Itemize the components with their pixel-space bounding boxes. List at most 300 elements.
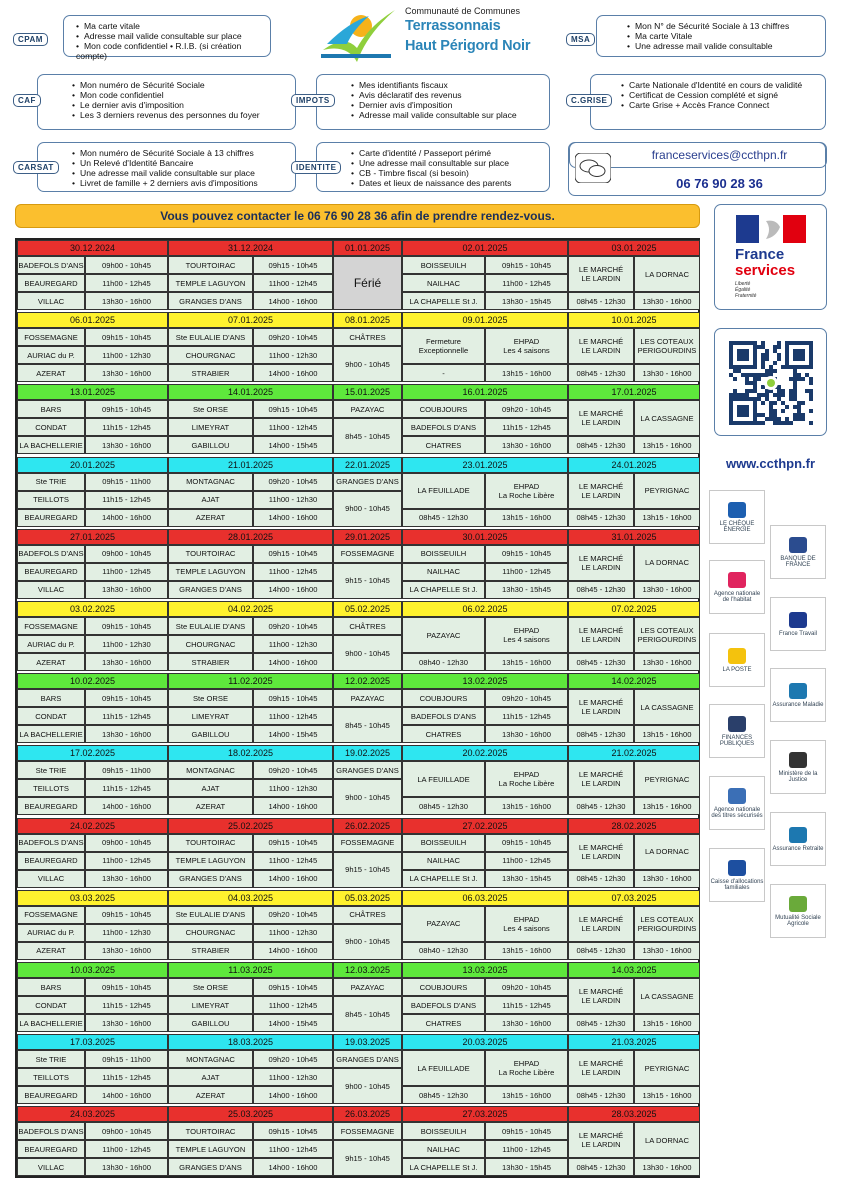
info-box-impots <box>316 74 550 130</box>
day-header: 17.03.2025 <box>17 1034 168 1050</box>
time-cell: 09h00 - 10h45 <box>85 256 168 274</box>
closed-cell: Fermeture Exceptionnelle <box>402 328 485 364</box>
fs-word2: services <box>735 262 796 279</box>
info-tag: IDENTITE <box>291 161 341 174</box>
time-cell: 09h15 - 10h45 <box>485 1122 568 1140</box>
partner-name: Agence nationale de l'habitat <box>713 590 761 603</box>
day-header: 07.01.2025 <box>168 312 333 328</box>
location-cell: PAZAYAC <box>402 906 485 942</box>
day-header: 18.03.2025 <box>168 1034 333 1050</box>
contact-phone[interactable]: 06 76 90 28 36 <box>676 176 763 191</box>
day-header: 15.01.2025 <box>333 384 402 400</box>
partner-emblem-icon <box>789 827 807 843</box>
location-cell: LA FEUILLADE <box>402 473 485 509</box>
website-link[interactable]: www.ccthpn.fr <box>725 456 816 471</box>
time-cell: 13h30 - 16h00 <box>85 292 168 310</box>
location-cell: TEMPLE LAGUYON <box>168 563 253 581</box>
time-cell: 11h00 - 12h30 <box>253 346 333 364</box>
time-cell: 09h20 - 10h45 <box>253 473 333 491</box>
info-box-carsat <box>37 142 296 192</box>
location-cell: BOISSEUILH <box>402 256 485 274</box>
location-cell: LE MARCHÉ LE LARDIN <box>568 256 634 292</box>
time-cell: 13h15 - 16h00 <box>485 653 568 671</box>
location-cell: LE MARCHÉ LE LARDIN <box>568 400 634 436</box>
location-cell: MONTAGNAC <box>168 1050 253 1068</box>
time-cell: 09h20 - 10h45 <box>253 617 333 635</box>
location-cell: TOURTOIRAC <box>168 834 253 852</box>
time-cell: 08h45 - 12h30 <box>568 1158 634 1176</box>
location-cell: LE MARCHÉ LE LARDIN <box>568 1050 634 1086</box>
location-cell: STRABIER <box>168 653 253 671</box>
day-header: 05.02.2025 <box>333 601 402 617</box>
qr-code-icon[interactable] <box>729 341 813 425</box>
location-cell: LA BACHELLERIE <box>17 436 85 454</box>
location-cell: BADEFOLS D'ANS <box>17 545 85 563</box>
time-cell: 11h00 - 12h45 <box>253 996 333 1014</box>
location-cell: PEYRIGNAC <box>634 1050 700 1086</box>
time-cell: 11h15 - 12h45 <box>85 418 168 436</box>
partner-name: Ministère de la Justice <box>778 770 818 783</box>
location-cell: LA DORNAC <box>634 256 700 292</box>
time-cell: 11h00 - 12h30 <box>253 924 333 942</box>
location-cell: EHPAD Les 4 saisons <box>485 906 568 942</box>
time-cell: 14h00 - 16h00 <box>253 870 333 888</box>
location-cell: GABILLOU <box>168 725 253 743</box>
location-cell: VILLAC <box>17 292 85 310</box>
time-cell: 9h15 - 10h45 <box>333 563 402 599</box>
info-item: • Adresse mail valide consultable sur place <box>351 110 545 120</box>
leaf-logo-icon <box>317 4 399 64</box>
location-cell: LA CHAPELLE St J. <box>402 870 485 888</box>
location-cell: BOISSEUILH <box>402 1122 485 1140</box>
time-cell: 13h30 - 16h00 <box>85 653 168 671</box>
time-cell: 09h15 - 10h45 <box>485 256 568 274</box>
location-cell: EHPAD La Roche Libère <box>485 761 568 797</box>
info-tag: MSA <box>566 33 595 46</box>
location-cell: LIMEYRAT <box>168 418 253 436</box>
time-cell: 13h15 - 16h00 <box>634 797 700 815</box>
info-item: • Un Relevé d'Identité Bancaire <box>72 158 291 168</box>
time-cell: 11h15 - 12h45 <box>485 707 568 725</box>
time-cell: 8h45 - 10h45 <box>333 996 402 1032</box>
time-cell: 13h30 - 16h00 <box>485 436 568 454</box>
location-cell: LA DORNAC <box>634 834 700 870</box>
location-cell: LIMEYRAT <box>168 996 253 1014</box>
location-cell: GRANGES D'ANS <box>168 1158 253 1176</box>
time-cell: 08h45 - 12h30 <box>568 292 634 310</box>
contact-email[interactable]: franceservices@ccthpn.fr <box>651 148 788 162</box>
location-cell: Ste TRIE <box>17 473 85 491</box>
day-header: 26.02.2025 <box>333 818 402 834</box>
day-header: 06.01.2025 <box>17 312 168 328</box>
time-cell: 13h15 - 16h00 <box>634 436 700 454</box>
time-cell: 11h15 - 12h45 <box>485 418 568 436</box>
day-header: 05.03.2025 <box>333 890 402 906</box>
partner-logo <box>709 848 765 902</box>
time-cell: 09h15 - 10h45 <box>253 1122 333 1140</box>
location-cell: BADEFOLS D'ANS <box>17 834 85 852</box>
time-cell: 11h00 - 12h45 <box>253 274 333 292</box>
location-cell: TOURTOIRAC <box>168 1122 253 1140</box>
time-cell: 13h30 - 16h00 <box>85 581 168 599</box>
location-cell: AJAT <box>168 491 253 509</box>
time-cell: 13h15 - 16h00 <box>634 1086 700 1104</box>
time-cell: 13h15 - 16h00 <box>485 509 568 527</box>
time-cell: 11h00 - 12h45 <box>253 852 333 870</box>
location-cell: PAZAYAC <box>333 689 402 707</box>
location-cell: LE MARCHÉ LE LARDIN <box>568 834 634 870</box>
location-cell: TOURTOIRAC <box>168 256 253 274</box>
location-cell: COUBJOURS <box>402 400 485 418</box>
day-header: 28.02.2025 <box>568 818 700 834</box>
time-cell: 14h00 - 16h00 <box>253 364 333 382</box>
time-cell: 09h20 - 10h45 <box>485 400 568 418</box>
location-cell: LA FEUILLADE <box>402 1050 485 1086</box>
day-header: 13.02.2025 <box>402 673 568 689</box>
time-cell: 13h30 - 16h00 <box>634 1158 700 1176</box>
time-cell: 11h00 - 12h30 <box>85 924 168 942</box>
partner-name: Caisse d'allocations familiales <box>710 878 764 891</box>
partner-logo <box>770 597 826 651</box>
location-cell: BEAUREGARD <box>17 274 85 292</box>
info-item: • Dates et lieux de naissance des parents <box>351 178 545 188</box>
day-header: 10.03.2025 <box>17 962 168 978</box>
location-cell: TEILLOTS <box>17 1068 85 1086</box>
time-cell: 13h30 - 16h00 <box>85 364 168 382</box>
day-header: 26.03.2025 <box>333 1106 402 1122</box>
time-cell: 11h00 - 12h30 <box>253 1068 333 1086</box>
partner-logo <box>770 884 826 938</box>
time-cell: 11h00 - 12h45 <box>85 1140 168 1158</box>
location-cell: Ste ORSE <box>168 689 253 707</box>
info-item: • Une adresse mail consultable sur place <box>351 158 545 168</box>
time-cell: 08h45 - 12h30 <box>568 725 634 743</box>
time-cell: 09h15 - 10h45 <box>253 689 333 707</box>
partner-emblem-icon <box>728 502 746 518</box>
partner-name: France Travail <box>778 630 817 637</box>
time-cell: 13h30 - 16h00 <box>85 942 168 960</box>
partner-emblem-icon <box>728 572 746 588</box>
location-cell: LA FEUILLADE <box>402 761 485 797</box>
day-header: 13.03.2025 <box>402 962 568 978</box>
location-cell: LES COTEAUX PERIGOURDINS <box>634 906 700 942</box>
info-tag: CARSAT <box>13 161 59 174</box>
location-cell: BADEFOLS D'ANS <box>17 1122 85 1140</box>
time-cell: 8h45 - 10h45 <box>333 418 402 454</box>
info-item: • Mon numéro de Sécurité Sociale <box>72 80 291 90</box>
time-cell: 11h00 - 12h30 <box>253 491 333 509</box>
location-cell: GRANGES D'ANS <box>168 581 253 599</box>
location-cell: CONDAT <box>17 707 85 725</box>
location-cell: PEYRIGNAC <box>634 761 700 797</box>
time-cell: 08h40 - 12h30 <box>402 653 485 671</box>
location-cell: BADEFOLS D'ANS <box>402 707 485 725</box>
partner-emblem-icon <box>789 752 807 768</box>
appointment-banner: Vous pouvez contacter le 06 76 90 28 36 afin de prendre rendez-vous. <box>15 204 700 228</box>
info-item: • Carte Nationale d'Identité en cours de validité <box>621 80 821 90</box>
day-header: 31.12.2024 <box>168 240 333 256</box>
time-cell: 14h00 - 16h00 <box>253 509 333 527</box>
day-header: 07.03.2025 <box>568 890 700 906</box>
time-cell: 13h30 - 16h00 <box>634 292 700 310</box>
location-cell: Ste EULALIE D'ANS <box>168 906 253 924</box>
time-cell: 09h15 - 10h45 <box>85 978 168 996</box>
time-cell: 13h30 - 15h45 <box>485 870 568 888</box>
day-header: 12.03.2025 <box>333 962 402 978</box>
time-cell: 08h45 - 12h30 <box>568 1014 634 1032</box>
day-header: 03.03.2025 <box>17 890 168 906</box>
day-header: 21.01.2025 <box>168 457 333 473</box>
location-cell: FOSSEMAGNE <box>333 545 402 563</box>
location-cell: EHPAD La Roche Libère <box>485 1050 568 1086</box>
time-cell: 11h00 - 12h45 <box>253 563 333 581</box>
location-cell: BOISSEUILH <box>402 834 485 852</box>
time-cell: 14h00 - 16h00 <box>253 1158 333 1176</box>
location-cell: BADEFOLS D'ANS <box>402 996 485 1014</box>
partner-emblem-icon <box>728 788 746 804</box>
partner-logo <box>709 776 765 830</box>
day-header: 28.03.2025 <box>568 1106 700 1122</box>
partner-emblem-icon <box>728 648 746 664</box>
location-cell: AJAT <box>168 779 253 797</box>
info-tag: C.GRISE <box>566 94 612 107</box>
location-cell: LA CASSAGNE <box>634 978 700 1014</box>
time-cell: 13h30 - 15h45 <box>485 1158 568 1176</box>
location-cell: NAILHAC <box>402 563 485 581</box>
location-cell: FOSSEMAGNE <box>17 906 85 924</box>
time-cell: 09h15 - 10h45 <box>253 978 333 996</box>
location-cell: TEMPLE LAGUYON <box>168 852 253 870</box>
day-header: 20.02.2025 <box>402 745 568 761</box>
time-cell: 9h00 - 10h45 <box>333 1068 402 1104</box>
partner-logo <box>770 668 826 722</box>
time-cell: 11h00 - 12h45 <box>253 418 333 436</box>
location-cell: LES COTEAUX PERIGOURDINS <box>634 328 700 364</box>
location-cell: NAILHAC <box>402 1140 485 1158</box>
day-header: 19.02.2025 <box>333 745 402 761</box>
day-header: 12.02.2025 <box>333 673 402 689</box>
location-cell: EHPAD Les 4 saisons <box>485 328 568 364</box>
time-cell: 9h00 - 10h45 <box>333 635 402 671</box>
time-cell: 14h00 - 16h00 <box>253 581 333 599</box>
time-cell: 09h15 - 10h45 <box>485 834 568 852</box>
day-header: 22.01.2025 <box>333 457 402 473</box>
location-cell: COUBJOURS <box>402 978 485 996</box>
time-cell: 09h15 - 10h45 <box>85 328 168 346</box>
location-cell: PAZAYAC <box>333 400 402 418</box>
time-cell: 09h00 - 10h45 <box>85 1122 168 1140</box>
partner-logo <box>770 740 826 794</box>
partner-logo <box>709 560 765 614</box>
location-cell: Ste TRIE <box>17 761 85 779</box>
location-cell: AURIAC du P. <box>17 346 85 364</box>
time-cell: 08h45 - 12h30 <box>568 797 634 815</box>
time-cell: 14h00 - 16h00 <box>253 653 333 671</box>
location-cell: BADEFOLS D'ANS <box>17 256 85 274</box>
time-cell: 9h00 - 10h45 <box>333 346 402 382</box>
location-cell: NAILHAC <box>402 852 485 870</box>
time-cell: 11h00 - 12h45 <box>485 1140 568 1158</box>
location-cell: LA CHAPELLE St J. <box>402 292 485 310</box>
time-cell: 14h00 - 15h45 <box>253 725 333 743</box>
location-cell: GRANGES D'ANS <box>168 292 253 310</box>
time-cell: 08h45 - 12h30 <box>402 509 485 527</box>
location-cell: Ste EULALIE D'ANS <box>168 617 253 635</box>
location-cell: TEMPLE LAGUYON <box>168 1140 253 1158</box>
time-cell: 14h00 - 16h00 <box>85 797 168 815</box>
info-item: • Ma carte Vitale <box>627 31 821 41</box>
time-cell: 08h45 - 12h30 <box>568 436 634 454</box>
day-header: 27.02.2025 <box>402 818 568 834</box>
qr-code-card[interactable] <box>714 328 827 436</box>
info-item: • Adresse mail valide consultable sur place <box>76 31 266 41</box>
location-cell: BEAUREGARD <box>17 1086 85 1104</box>
contact-card <box>568 142 826 196</box>
location-cell: STRABIER <box>168 942 253 960</box>
time-cell: 11h15 - 12h45 <box>85 779 168 797</box>
info-item: • Livret de famille + 2 derniers avis d'impositions <box>72 178 291 188</box>
location-cell: BARS <box>17 978 85 996</box>
day-header: 25.02.2025 <box>168 818 333 834</box>
location-cell: AZERAT <box>168 797 253 815</box>
location-cell: TEILLOTS <box>17 491 85 509</box>
info-item: • Carte Grise + Accès France Connect <box>621 100 821 110</box>
day-header: 29.01.2025 <box>333 529 402 545</box>
time-cell: 14h00 - 16h00 <box>253 1086 333 1104</box>
info-item: • Les 3 derniers revenus des personnes du foyer <box>72 110 291 120</box>
fs-word1: France <box>735 246 785 263</box>
location-cell: CHÂTRES <box>333 617 402 635</box>
time-cell: 09h15 - 10h45 <box>85 906 168 924</box>
time-cell: 11h00 - 12h30 <box>85 346 168 364</box>
info-item: • Une adresse mail valide consultable sur place <box>72 168 291 178</box>
partner-logo <box>709 490 765 544</box>
time-cell: 11h15 - 12h45 <box>485 996 568 1014</box>
time-cell: 11h15 - 12h45 <box>85 707 168 725</box>
time-cell: 08h45 - 12h30 <box>568 581 634 599</box>
time-cell: 11h00 - 12h45 <box>253 1140 333 1158</box>
location-cell: CHÂTRES <box>333 906 402 924</box>
location-cell: GRANGES D'ANS <box>333 1050 402 1068</box>
day-header: 21.02.2025 <box>568 745 700 761</box>
location-cell: LE MARCHÉ LE LARDIN <box>568 617 634 653</box>
location-cell: Ste EULALIE D'ANS <box>168 328 253 346</box>
day-header: 03.02.2025 <box>17 601 168 617</box>
location-cell: TEILLOTS <box>17 779 85 797</box>
time-cell: 13h15 - 16h00 <box>485 364 568 382</box>
location-cell: CHATRES <box>402 725 485 743</box>
time-cell: 13h30 - 16h00 <box>85 1158 168 1176</box>
day-header: 02.01.2025 <box>402 240 568 256</box>
partner-emblem-icon <box>728 716 746 732</box>
day-header: 13.01.2025 <box>17 384 168 400</box>
day-header: 25.03.2025 <box>168 1106 333 1122</box>
location-cell: BADEFOLS D'ANS <box>402 418 485 436</box>
location-cell: EHPAD La Roche Libère <box>485 473 568 509</box>
holiday-cell: Férié <box>333 256 402 310</box>
day-header: 06.03.2025 <box>402 890 568 906</box>
time-cell: 08h40 - 12h30 <box>402 942 485 960</box>
location-cell: AZERAT <box>168 509 253 527</box>
time-cell: 09h20 - 10h45 <box>253 1050 333 1068</box>
time-cell: 14h00 - 15h45 <box>253 1014 333 1032</box>
ccthpn-logo <box>315 4 555 66</box>
time-cell: - <box>402 364 485 382</box>
partner-name: LA POSTE <box>722 666 752 673</box>
time-cell: 09h15 - 11h00 <box>85 473 168 491</box>
location-cell: AURIAC du P. <box>17 635 85 653</box>
time-cell: 11h15 - 12h45 <box>85 996 168 1014</box>
info-item: • Certificat de Cession complété et signé <box>621 90 821 100</box>
location-cell: LE MARCHÉ LE LARDIN <box>568 978 634 1014</box>
location-cell: Ste TRIE <box>17 1050 85 1068</box>
day-header: 14.02.2025 <box>568 673 700 689</box>
day-header: 10.02.2025 <box>17 673 168 689</box>
marianne-icon <box>736 215 806 243</box>
time-cell: 08h45 - 12h30 <box>568 653 634 671</box>
location-cell: AZERAT <box>17 653 85 671</box>
info-item: • Mon N° de Sécurité Sociale à 13 chiffres <box>627 21 821 31</box>
time-cell: 13h30 - 16h00 <box>634 364 700 382</box>
location-cell: GRANGES D'ANS <box>333 473 402 491</box>
location-cell: LIMEYRAT <box>168 707 253 725</box>
day-header: 03.01.2025 <box>568 240 700 256</box>
location-cell: CHOURGNAC <box>168 635 253 653</box>
time-cell: 11h15 - 12h45 <box>85 491 168 509</box>
info-item: • Dernier avis d'imposition <box>351 100 545 110</box>
location-cell: EHPAD Les 4 saisons <box>485 617 568 653</box>
day-header: 27.01.2025 <box>17 529 168 545</box>
time-cell: 11h00 - 12h45 <box>485 563 568 581</box>
location-cell: LA DORNAC <box>634 545 700 581</box>
time-cell: 11h00 - 12h45 <box>85 852 168 870</box>
location-cell: CHÂTRES <box>333 328 402 346</box>
time-cell: 09h15 - 10h45 <box>85 689 168 707</box>
time-cell: 13h30 - 16h00 <box>85 725 168 743</box>
partner-emblem-icon <box>728 860 746 876</box>
info-box-cpam <box>63 15 271 61</box>
location-cell: AZERAT <box>168 1086 253 1104</box>
time-cell: 11h00 - 12h30 <box>85 635 168 653</box>
time-cell: 14h00 - 15h45 <box>253 436 333 454</box>
partner-name: Assurance Retraite <box>772 845 824 852</box>
partner-name: Assurance Maladie <box>772 701 824 708</box>
time-cell: 9h00 - 10h45 <box>333 779 402 815</box>
location-cell: TEMPLE LAGUYON <box>168 274 253 292</box>
day-header: 31.01.2025 <box>568 529 700 545</box>
org-small-label: Communauté de Communes <box>405 6 521 16</box>
time-cell: 13h15 - 16h00 <box>485 942 568 960</box>
location-cell: AJAT <box>168 1068 253 1086</box>
partner-emblem-icon <box>789 537 807 553</box>
info-box-identite <box>316 142 550 192</box>
info-tag: CPAM <box>13 33 48 46</box>
partner-emblem-icon <box>789 683 807 699</box>
location-cell: CHATRES <box>402 436 485 454</box>
location-cell: COUBJOURS <box>402 689 485 707</box>
day-header: 24.01.2025 <box>568 457 700 473</box>
day-header: 11.02.2025 <box>168 673 333 689</box>
time-cell: 14h00 - 16h00 <box>85 1086 168 1104</box>
time-cell: 14h00 - 16h00 <box>253 942 333 960</box>
day-header: 20.01.2025 <box>17 457 168 473</box>
fs-motto: Liberté Égalité Fraternité <box>735 281 757 299</box>
location-cell: TOURTOIRAC <box>168 545 253 563</box>
time-cell: 13h30 - 16h00 <box>85 436 168 454</box>
location-cell: BEAUREGARD <box>17 1140 85 1158</box>
info-item: • Mon code confidentiel <box>72 90 291 100</box>
info-item: • Le dernier avis d'imposition <box>72 100 291 110</box>
